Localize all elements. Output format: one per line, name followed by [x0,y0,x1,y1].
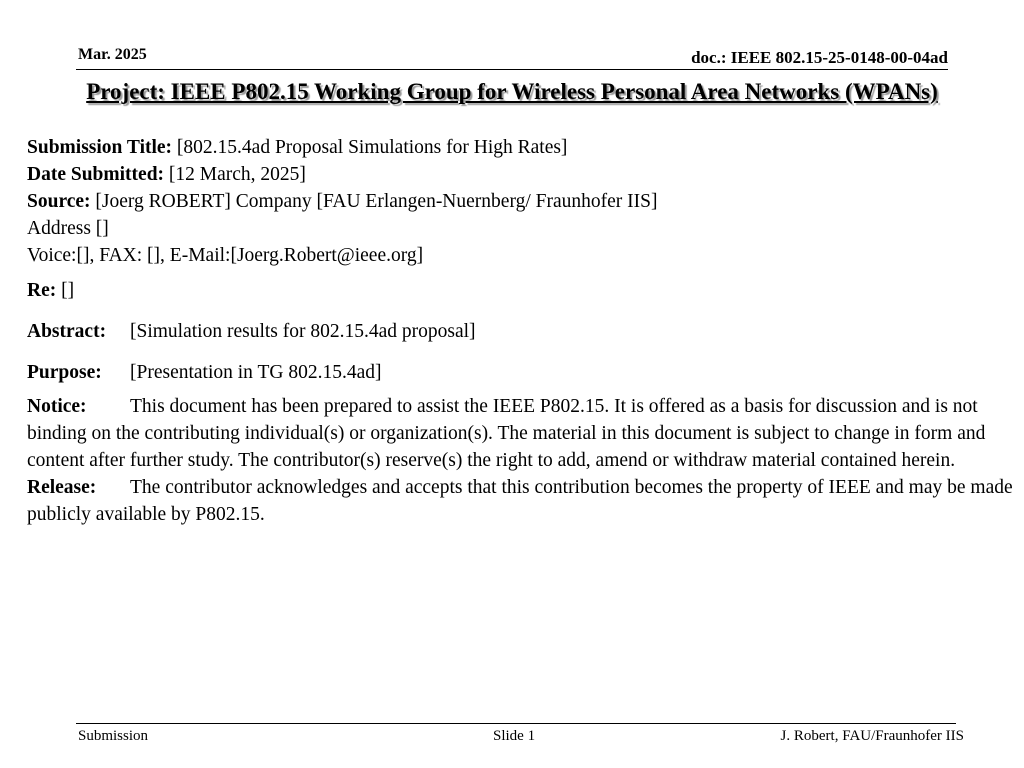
header-doc-id: doc.: IEEE 802.15-25-0148-00-04ad [691,48,948,67]
submission-title-row [27,134,1017,161]
notice-text: This document has been prepared to assist the IEEE P802.15. It is offered as a basis for discussion and is not binding on the contributing individual(s) or organization(s). The material in this document is subject to change in form and content after further study. The contributor(s) reserve(s) the right to add, amend or withdraw material contained herein. [27,396,986,471]
slide-body [27,134,1017,528]
footer-rule [76,723,956,724]
date-submitted-label: Date Submitted: [27,164,165,185]
source-label: Source: [27,191,91,212]
header-rule [76,69,948,70]
purpose-value: [Presentation in TG 802.15.4ad] [130,362,382,383]
release-text: The contributor acknowledges and accepts that this contribution becomes the property of IEEE and may be made publicly available by P802.15. [27,477,1013,525]
re-value: [] [61,280,75,301]
re-row [27,277,1017,304]
date-submitted-value: [12 March, 2025] [168,164,306,185]
footer-author: J. Robert, FAU/Fraunhofer IIS [780,728,964,744]
re-label: Re: [27,280,57,301]
purpose-row [27,359,1017,386]
abstract-row [27,318,1017,345]
purpose-label: Purpose: [27,362,102,383]
project-title: Project: IEEE P802.15 Working Group for Wireless Personal Area Networks (WPANs) [86,79,938,104]
release-paragraph [27,474,1017,528]
footer-submission: Submission [78,728,149,744]
submission-title-value: [802.15.4ad Proposal Simulations for High Rates] [176,137,568,158]
header-date: Mar. 2025 [78,46,147,63]
voice-row: Voice:[], FAX: [], E-Mail:[Joerg.Robert@ieee.org] [27,245,424,266]
abstract-value: [Simulation results for 802.15.4ad proposal] [130,321,476,342]
address-row: Address [] [27,218,109,239]
submission-title-label: Submission Title: [27,137,173,158]
source-row [27,188,1017,215]
date-submitted-row [27,161,1017,188]
abstract-label: Abstract: [27,321,107,342]
notice-paragraph [27,393,1017,474]
notice-label: Notice: [27,396,87,417]
source-value: [Joerg ROBERT] Company [FAU Erlangen-Nuernberg/ Fraunhofer IIS] [95,191,658,212]
footer-slide-number: Slide 1 [493,728,536,744]
release-label: Release: [27,477,97,498]
